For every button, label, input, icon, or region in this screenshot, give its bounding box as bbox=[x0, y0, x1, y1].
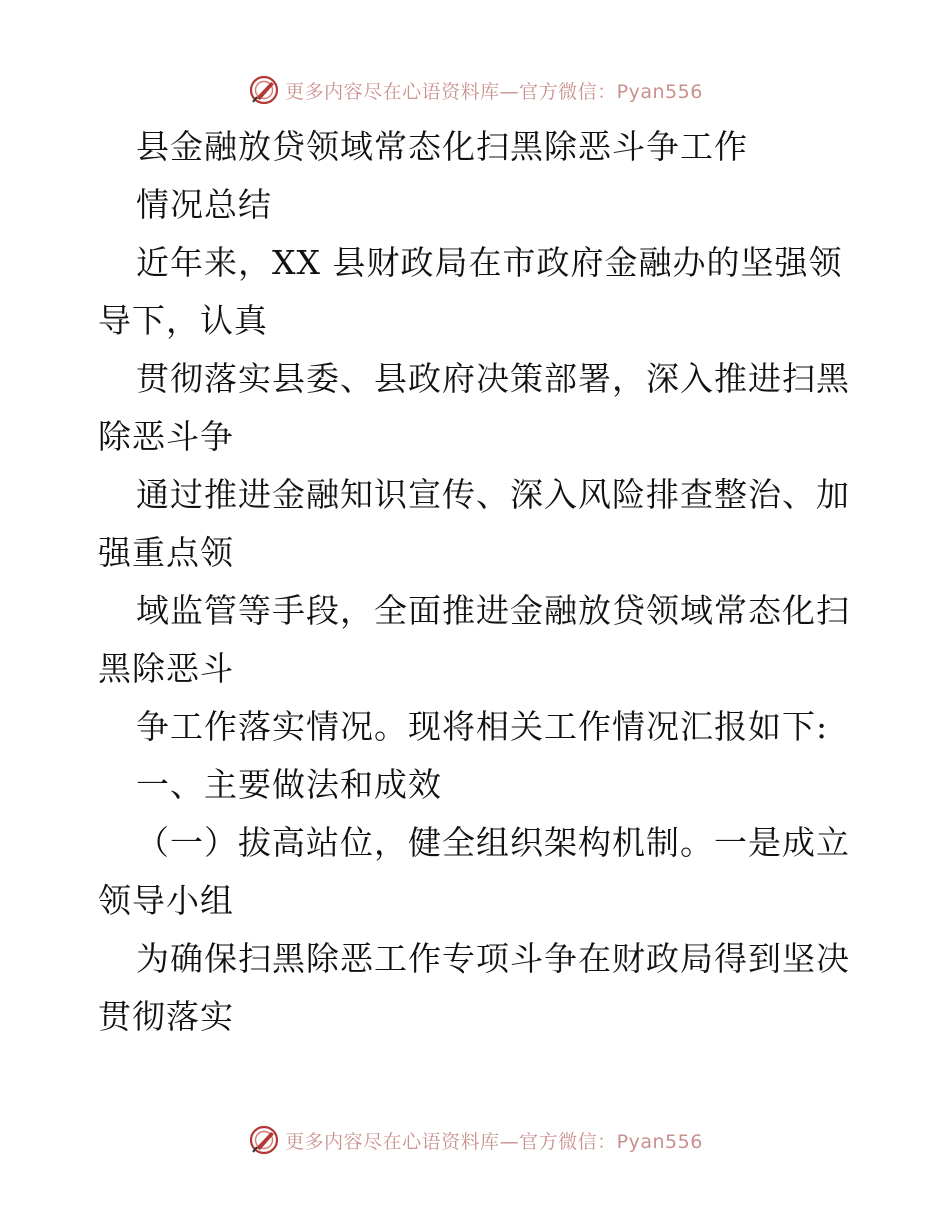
document-line: 领导小组 bbox=[98, 881, 234, 920]
quill-seal-icon bbox=[247, 1123, 281, 1157]
watermark-header bbox=[0, 70, 950, 110]
document-line: 通过推进金融知识宣传、深入风险排查整治、加 bbox=[136, 475, 850, 514]
document-line: 除恶斗争 bbox=[98, 417, 234, 456]
document-line: 近年来，XX 县财政局在市政府金融办的坚强领 bbox=[136, 243, 843, 282]
document-line: 情况总结 bbox=[136, 185, 272, 224]
document-line: 黑除恶斗 bbox=[98, 649, 234, 688]
document-line: 争工作落实情况。现将相关工作情况汇报如下: bbox=[136, 707, 829, 746]
document-line: 域监管等手段，全面推进金融放贷领域常态化扫 bbox=[136, 591, 850, 630]
document-line: 导下，认真 bbox=[98, 301, 268, 340]
document-line: 强重点领 bbox=[98, 533, 234, 572]
document-line: 贯彻落实 bbox=[98, 997, 234, 1036]
document-line: 县金融放贷领域常态化扫黑除恶斗争工作 bbox=[136, 127, 748, 166]
document-line: 贯彻落实县委、县政府决策部署，深入推进扫黑 bbox=[136, 359, 850, 398]
document-body bbox=[98, 118, 858, 1046]
watermark-text: 更多内容尽在心语资料库—官方微信：Pyan556 bbox=[285, 1130, 703, 1153]
document-line: 一、主要做法和成效 bbox=[136, 765, 442, 804]
watermark-text: 更多内容尽在心语资料库—官方微信：Pyan556 bbox=[285, 80, 703, 103]
document-line: （一）拔高站位，健全组织架构机制。一是成立 bbox=[136, 823, 850, 862]
document-line: 为确保扫黑除恶工作专项斗争在财政局得到坚决 bbox=[136, 939, 850, 978]
quill-seal-icon bbox=[247, 73, 281, 107]
watermark-footer bbox=[0, 1120, 950, 1160]
